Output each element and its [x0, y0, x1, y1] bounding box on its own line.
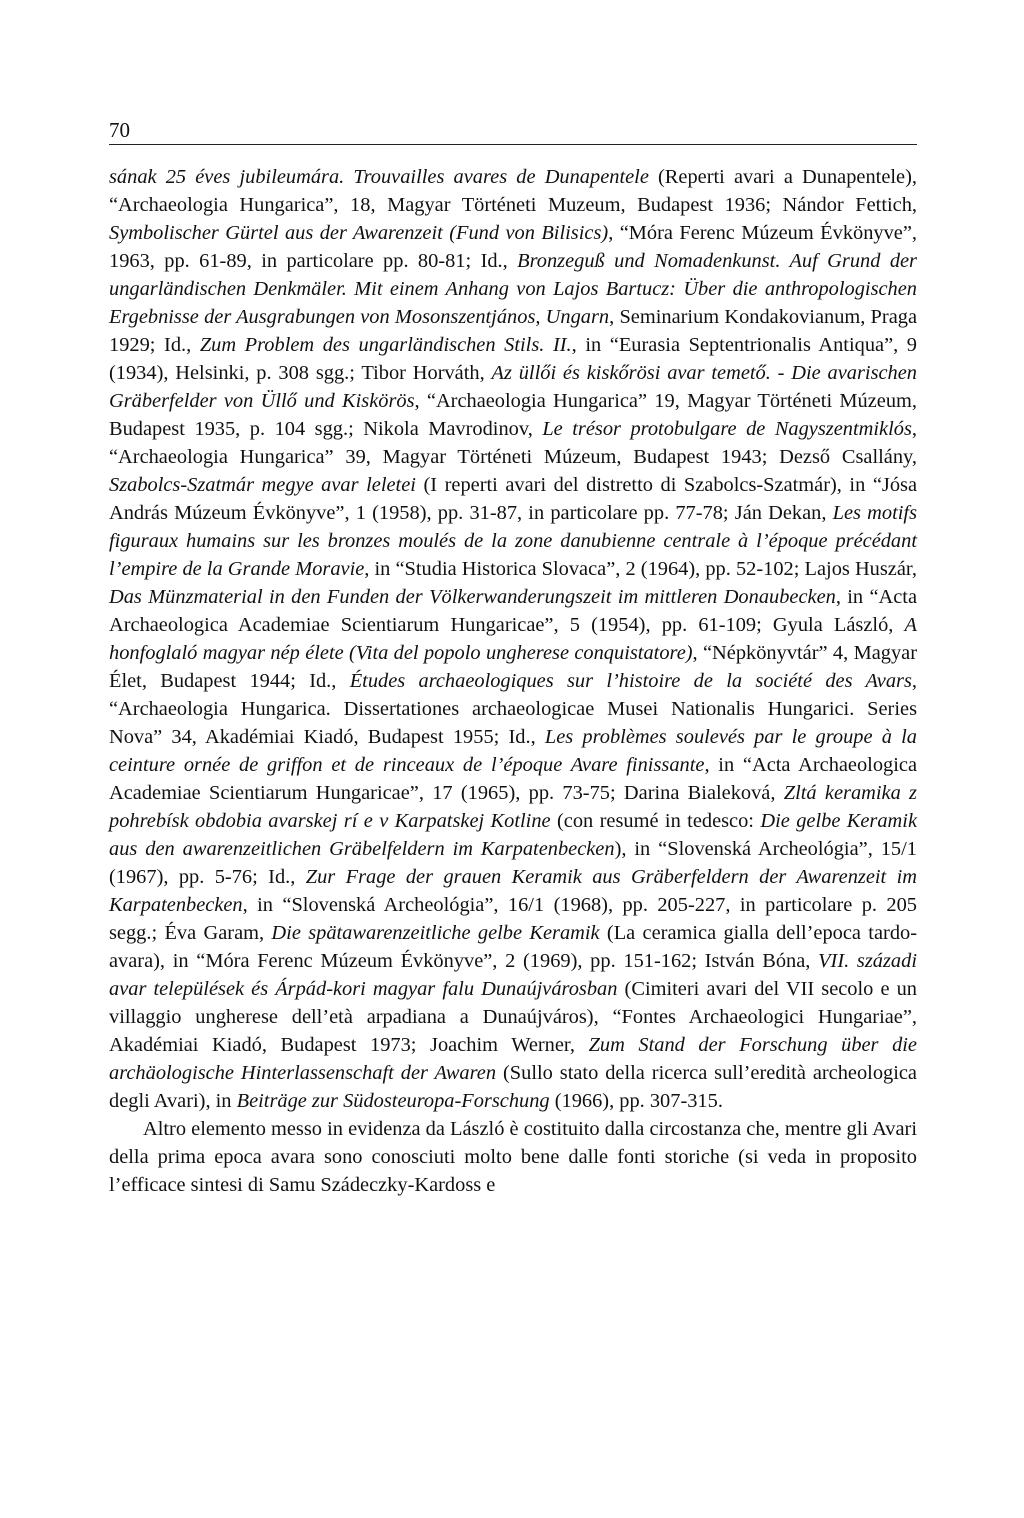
text-run: (Sullo stato della ricerca sull’eredità archeologica degli Avari), in	[109, 1062, 917, 1112]
italic-title-text: Die gelbe Keramik aus den awarenzeitlichen Gräbelfeldern im Karpatenbecken	[109, 810, 917, 860]
italic-title-text: Bronzeguß und Nomadenkunst. Auf Grund der ungarländischen Denkmäler. Mit einem Anhang von Lajos Bartucz: Über die anthropologischen Ergebnisse der Ausgrabungen von Mosonszentjános, Ungarn	[109, 250, 917, 328]
italic-title-text: VII. századi avar települések és Árpád-kori magyar falu Dunaújvárosban	[109, 950, 917, 1000]
italic-title-text: Szabolcs-Szatmár megye avar leletei	[109, 474, 416, 496]
italic-title-text: A honfoglaló magyar nép élete (Vita del popolo ungherese conquistatore)	[109, 614, 917, 664]
italic-title-text: Symbolischer Gürtel aus der Awarenzeit (Fund von Bilisics)	[109, 222, 609, 244]
italic-title-text: Die spätawarenzeitliche gelbe Keramik	[271, 922, 600, 944]
page-number: 70	[109, 118, 130, 142]
page-header	[109, 118, 917, 145]
italic-title-text: Zum Stand der Forschung über die archäologische Hinterlassenschaft der Awaren	[109, 1034, 917, 1084]
text-run: , in “Acta Archaeologica Academiae Scientiarum Hungaricae”, 17 (1965), pp. 73-75; Darina Bialeková,	[109, 754, 918, 804]
italic-title-text: Das Münzmaterial in den Funden der Völkerwanderungszeit im mittleren Donaubecken	[109, 586, 836, 608]
text-run: (con resumé in tedesco:	[550, 810, 761, 832]
italic-title-text: Les motifs figuraux humains sur les bronzes moulés de la zone danubienne centrale à l’époque précédant l’empire de la Grande Moravie	[109, 502, 918, 580]
text-run: , “Archaeologia Hungarica. Dissertationes archaeologicae Musei Nationalis Hungarici. Series Nova” 34, Akadémiai Kiadó, Budapest 1955; Id.,	[109, 670, 918, 748]
italic-title-text: Zum Problem des ungarländischen Stils. II.	[199, 334, 572, 356]
text-run: (Cimiteri avari del VII secolo e un villaggio ungherese dell’età arpadiana a Dunaújváros), “Fontes Archaeologici Hungariae”, Akadémiai Kiadó, Budapest 1973; Joachim Werner,	[109, 978, 917, 1056]
italic-title-text: Zur Frage der grauen Keramik aus Gräberfeldern der Awarenzeit im Karpatenbecken	[109, 866, 917, 916]
text-run: (Reperti avari a Dunapentele), “Archaeologia Hungarica”, 18, Magyar Történeti Muzeum, Budapest 1936; Nándor Fettich,	[109, 166, 917, 216]
bibliography-paragraph	[109, 163, 917, 1115]
text-run: , “Archaeologia Hungarica” 19, Magyar Történeti Múzeum, Budapest 1935, p. 104 sgg.; Nikola Mavrodinov,	[109, 390, 917, 440]
text-run: , “Móra Ferenc Múzeum Évkönyve”, 1963, pp. 61-89, in particolare pp. 80-81; Id.,	[109, 222, 917, 272]
text-run: , “Archaeologia Hungarica” 39, Magyar Történeti Múzeum, Budapest 1943; Dezső Csallány,	[109, 418, 917, 468]
italic-title-text: Études archaeologiques sur l’histoire de la société des Avars	[349, 670, 912, 692]
text-run: , in “Acta Archaeologica Academiae Scientiarum Hungaricae”, 5 (1954), pp. 61-109; Gyula László,	[109, 586, 917, 636]
text-run: (La ceramica gialla dell’epoca tardo-avara), in “Móra Ferenc Múzeum Évkönyve”, 2 (1969), pp. 151-162; István Bóna,	[109, 922, 917, 972]
text-run: , in “Slovenská Archeológia”, 16/1 (1968), pp. 205-227, in particolare p. 205 segg.; Éva Garam,	[109, 894, 917, 944]
italic-title-text: Az üllői és kiskőrösi avar temető. - Die avarischen Gräberfelder von Üllő und Kiskörös	[109, 362, 918, 412]
italic-title-text: sának 25 éves jubileumára. Trouvailles avares de Dunapentele	[109, 166, 649, 188]
italic-title-text: Zltá keramika z pohrebísk obdobia avarskej rí e v Karpatskej Kotline	[109, 782, 917, 832]
text-run: Altro elemento messo in evidenza da László è costituito dalla circostanza che, mentre gli Avari della prima epoca avara sono conosciuti molto bene dalle fonti storiche (si veda in proposito l’efficace sintesi di Samu Szádeczky-Kardoss e	[109, 1118, 917, 1196]
text-run: , in “Eurasia Septentrionalis Antiqua”, 9 (1934), Helsinki, p. 308 sgg.; Tibor Horváth,	[109, 334, 918, 384]
body-paragraph	[109, 1115, 917, 1199]
text-run: , “Népkönyvtár” 4, Magyar Élet, Budapest 1944; Id.,	[109, 642, 918, 692]
text-run: , Seminarium Kondakovianum, Praga 1929; Id.,	[109, 306, 917, 356]
text-run: (1966), pp. 307-315.	[549, 1090, 723, 1112]
italic-title-text: Le trésor protobulgare de Nagyszentmiklós	[542, 418, 912, 440]
italic-title-text: Beiträge zur Südosteuropa-Forschung	[236, 1090, 550, 1112]
italic-title-text: Les problèmes soulevés par le groupe à la ceinture ornée de griffon et de rinceaux de l’époque Avare finissante	[109, 726, 917, 776]
text-run: (I reperti avari del distretto di Szabolcs-Szatmár), in “Jósa András Múzeum Évkönyve”, 1 (1958), pp. 31-87, in particolare pp. 77-78; Ján Dekan,	[109, 474, 917, 524]
text-run: ), in “Slovenská Archeológia”, 15/1 (1967), pp. 5-76; Id.,	[109, 838, 917, 888]
text-body	[109, 163, 917, 1199]
text-run: , in “Studia Historica Slovaca”, 2 (1964), pp. 52-102; Lajos Huszár,	[364, 558, 917, 580]
